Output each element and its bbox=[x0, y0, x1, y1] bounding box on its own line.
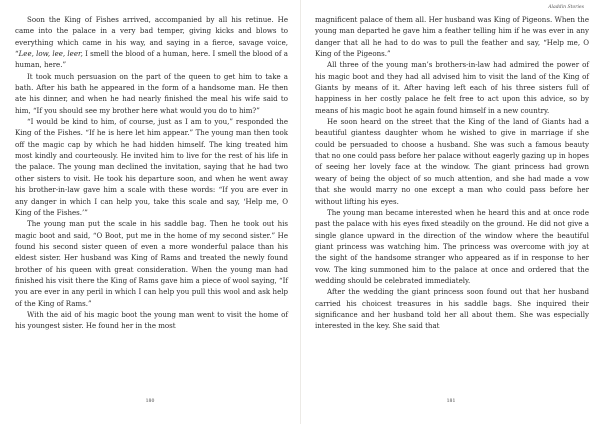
paragraph: After the wedding the giant princess soon found out that her husband carried his choicest treasures in his saddle bags. She inquired their significance and her husband told her all about them. She was especially interested in the key. She said that bbox=[315, 287, 589, 331]
paragraph: He soon heard on the street that the King of the land of Giants had a beautiful giantess daughter whom he wished to give in marriage if she could be persuaded to choose a husband. She was such a famous beauty that no one could pass before her palace without eagerly gazing up in hopes of seeing her lovely face at the window. The giant princess had grown weary of being the object of so much attention, and she had made a vow that she would marry no one except a man who could pass before her without lifting his eyes. bbox=[315, 117, 589, 206]
paragraph: The young man put the scale in his saddle bag. Then he took out his magic boot and said, “O Boot, put me in the home of my second sister.” He found his second sister queen of even a more wonderful palace than his eldest sister. Her husband was King of Rams and treated the newly found brother of his queen with great consideration. When the young man had finished his visit there the King of Rams gave him a piece of wool saying, “If you are ever in any peril in which I can help you pull this wool and ask help of the King of Rams.” bbox=[15, 219, 288, 308]
page-number: 181 bbox=[446, 399, 456, 404]
paragraph: The young man became interested when he heard this and at once rode past the palace with his eyes fixed steadily on the ground. He did not give a single glance upward in the direction of the window where the beautiful giant princess was watching him. The princess was overcome with joy at the sight of the handsome stranger who appeared as if in response to her vow. The king summoned him to the palace at once and ordered that the wedding should be celebrated immediately. bbox=[315, 207, 589, 285]
paragraph: Soon the King of Fishes arrived, accompanied by all his retinue. He came into the palace in a very bad temper, giving kicks and blows to everything which came in his way, and saying in a fierce, savage voice, “Lee, low, lee, leer, I smell the blood of a human, here. I smell the blood of a human, here.” bbox=[15, 15, 288, 70]
paragraph: “I would be kind to him, of course, just as I am to you,” responded the King of the Fishes. “If he is here let him appear.” The young man then took off the magic cap by which he had hidden himself. The king treated him most kindly and courteously. He invited him to live for the rest of his life in the palace. The young man declined the invitation, saying that he had two other sisters to visit. He took his departure soon, and when he went away his brother-in-law gave him a scale with these words: “If you are ever in any danger in which I can help you, take this scale and say, ‘Help me, O King of the Fishes.’” bbox=[15, 117, 288, 217]
paragraph: All three of the young man’s brothers-in-law had admired the power of his magic boot and they had all advised him to visit the land of the King of Giants by means of it. After having left each of his three sisters full of happiness in her costly palace he felt free to act upon this advice, so by means of his magic boot he again found himself in a new country. bbox=[315, 60, 589, 115]
page-number: 180 bbox=[145, 399, 155, 404]
paragraph: It took much persuasion on the part of the queen to get him to take a bath. After his bath he appeared in the form of a handsome man. He then ate his dinner, and when he had nearly finished the meal his wife said to him, “If you should see my brother here what would you do to him?” bbox=[15, 71, 288, 115]
right-page bbox=[300, 0, 600, 424]
paragraph: magnificent palace of them all. Her husband was King of Pigeons. When the young man departed he gave him a feather telling him if he was ever in any danger that all he had to do was to pull the feather and say, “Help me, O King of the Pigeons.” bbox=[315, 15, 589, 59]
right-page-text bbox=[315, 14, 589, 332]
left-page-text bbox=[15, 14, 288, 332]
running-header: Aladdin Stories bbox=[548, 5, 584, 10]
paragraph: With the aid of his magic boot the young man went to visit the home of his youngest sister. He found her in the most bbox=[15, 309, 288, 331]
